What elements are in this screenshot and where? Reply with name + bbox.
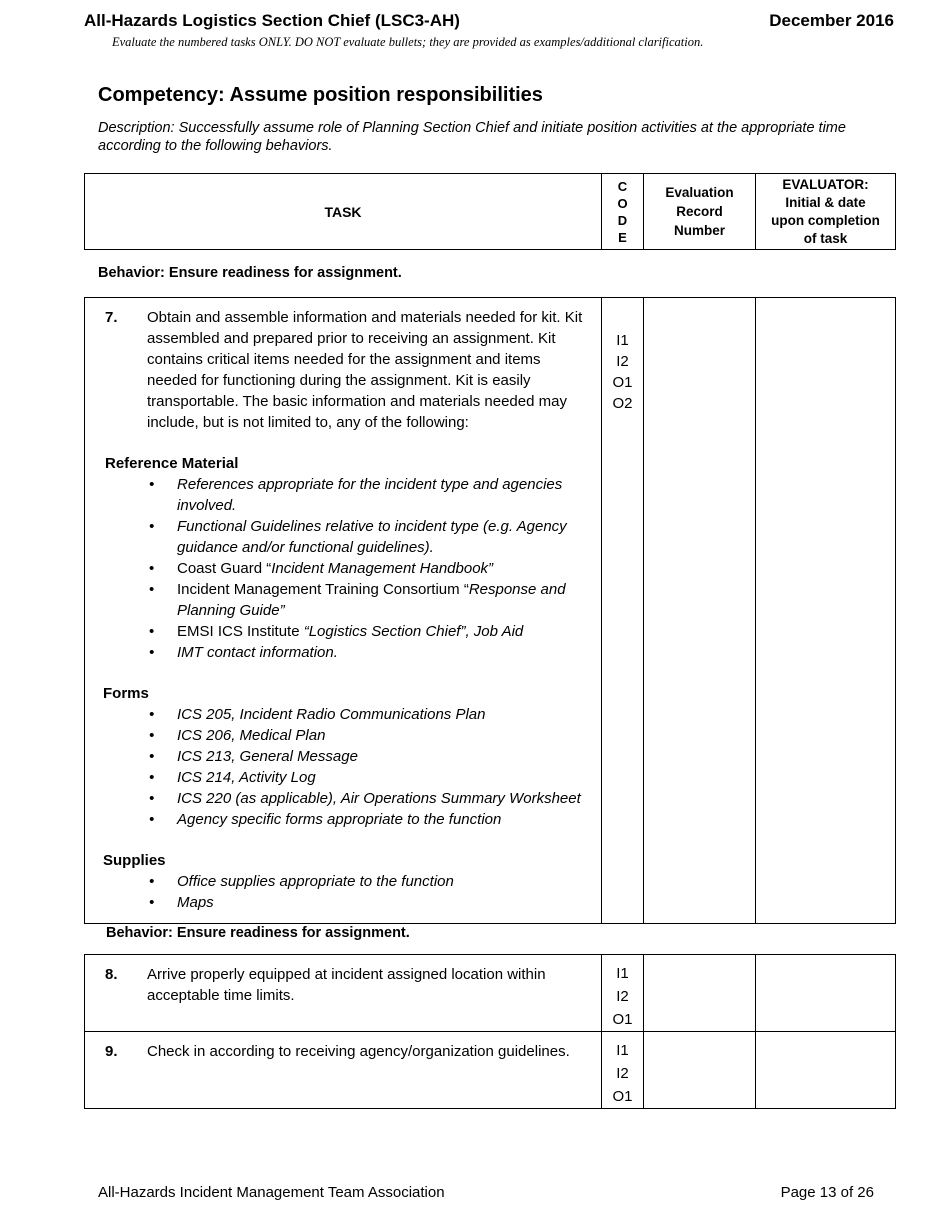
task-text: Arrive properly equipped at incident assigned location within acceptable time limits. (147, 966, 546, 1004)
forms-heading: Forms (103, 685, 149, 702)
task-9-codes (602, 1032, 644, 1109)
list-item: • References appropriate for the incident type and agencies involved. (177, 474, 591, 516)
header-line: of task (803, 230, 848, 246)
task-7-evaluation-record-cell[interactable] (644, 298, 756, 924)
code-value: I2 (616, 1065, 629, 1082)
list-item (177, 558, 591, 579)
code-value: O2 (612, 395, 633, 412)
code-column-header (602, 174, 644, 250)
list-item-text: Incident Management Training Consortium “ (177, 581, 469, 598)
list-item-text: EMSI ICS Institute (177, 623, 304, 640)
list-item (177, 579, 591, 621)
footer-organization: All-Hazards Incident Management Team Association (98, 1184, 445, 1201)
reference-material-heading: Reference Material (105, 455, 239, 472)
header-line: upon completion (771, 212, 880, 228)
code-value: O1 (612, 374, 633, 391)
behavior-heading: Behavior: Ensure readiness for assignment. (106, 925, 410, 941)
task-text: Check in according to receiving agency/organization guidelines. (147, 1043, 570, 1060)
code-value: O1 (612, 1088, 633, 1105)
task-7-table (84, 297, 896, 924)
code-value: I1 (616, 332, 629, 349)
task-7-evaluator-cell[interactable] (756, 298, 896, 924)
evaluation-record-column-header (644, 174, 756, 250)
task-8-codes (602, 955, 644, 1032)
supplies-heading: Supplies (103, 852, 166, 869)
task-9-cell (85, 1032, 602, 1109)
competency-heading: Competency: Assume position responsibilities (98, 84, 543, 106)
task-8-evaluation-record-cell[interactable] (644, 955, 756, 1032)
task-7-codes (602, 298, 644, 924)
competency-description: Description: Successfully assume role of Planning Section Chief and initiate position activities at the appropriate time according to the following behaviors. (98, 120, 846, 154)
header-line: Number (673, 223, 725, 238)
task-number: 8. (105, 966, 118, 983)
header-line: Evaluation (665, 185, 734, 200)
task-number: 9. (105, 1043, 118, 1060)
header-line: EVALUATOR: (782, 176, 869, 192)
list-item: • Office supplies appropriate to the function (177, 871, 591, 892)
list-item (177, 621, 591, 642)
supplies-list (105, 871, 591, 913)
code-value: O1 (612, 1011, 633, 1028)
code-value: I2 (616, 353, 629, 370)
header-line: Initial & date (785, 194, 866, 210)
list-item: • ICS 206, Medical Plan (177, 725, 591, 746)
list-item: • ICS 213, General Message (177, 746, 591, 767)
list-item-title: “Logistics Section Chief”, Job Aid (303, 623, 524, 640)
reference-material-list (105, 474, 591, 663)
code-letter: C (617, 178, 628, 194)
evaluator-column-header (756, 174, 896, 250)
header-line: Record (676, 204, 723, 219)
code-letter: O (617, 195, 628, 211)
list-item-text: Coast Guard “ (177, 560, 272, 577)
behavior-heading: Behavior: Ensure readiness for assignment. (98, 265, 402, 281)
list-item-title: Response and Planning Guide” (177, 581, 566, 619)
list-item-title: Incident Management Handbook” (271, 560, 494, 577)
task-9-evaluation-record-cell[interactable] (644, 1032, 756, 1109)
list-item: • Functional Guidelines relative to incident type (e.g. Agency guidance and/or functional guidelines). (177, 516, 591, 558)
page-number: Page 13 of 26 (780, 1184, 874, 1201)
evaluation-note: Evaluate the numbered tasks ONLY. DO NOT evaluate bullets; they are provided as examples/additional clarification. (112, 35, 704, 49)
list-item: • Maps (177, 892, 591, 913)
code-value: I1 (616, 965, 629, 982)
task-9-evaluator-cell[interactable] (756, 1032, 896, 1109)
code-letter: E (618, 229, 627, 245)
document-date: December 2016 (769, 11, 894, 30)
list-item: • Agency specific forms appropriate to the function (177, 809, 591, 830)
list-item: • ICS 205, Incident Radio Communications Plan (177, 704, 591, 725)
list-item: • IMT contact information. (177, 642, 591, 663)
forms-list (105, 704, 591, 830)
task-number: 7. (105, 309, 118, 326)
task-7-cell (85, 298, 602, 924)
list-item: • ICS 214, Activity Log (177, 767, 591, 788)
task-column-header: TASK (85, 174, 602, 250)
list-item: • ICS 220 (as applicable), Air Operations Summary Worksheet (177, 788, 591, 809)
code-value: I1 (616, 1042, 629, 1059)
task-text: Obtain and assemble information and materials needed for kit. Kit assembled and prepared prior to receiving an assignment. Kit contains critical items needed for the assignment and items needed for functioning during the assignment. Kit is easily transportable. The basic information and materials needed may include, but is not limited to, any of the following: (147, 309, 583, 431)
task-header-table (84, 173, 896, 250)
code-letter: D (617, 212, 628, 228)
task-8-cell (85, 955, 602, 1032)
document-title: All-Hazards Logistics Section Chief (LSC3-AH) (84, 11, 460, 30)
task-8-9-table (84, 954, 896, 1109)
code-value: I2 (616, 988, 629, 1005)
task-8-evaluator-cell[interactable] (756, 955, 896, 1032)
